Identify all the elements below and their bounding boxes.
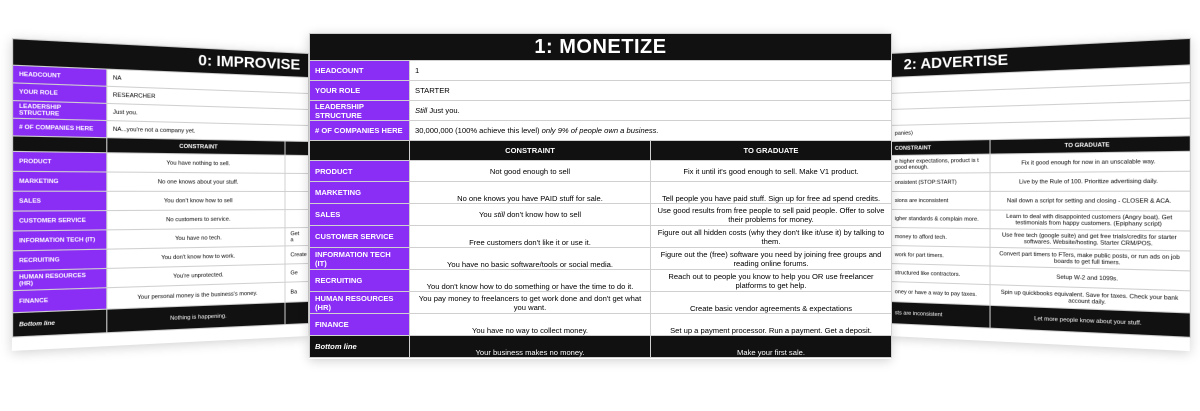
constraint-cell: You still don't know how to sell	[410, 204, 651, 226]
bottom-graduate: Make your first sale.	[651, 336, 892, 358]
row-label: INFORMATION TECH (IT)	[13, 230, 107, 251]
graduate-cell	[285, 191, 308, 209]
constraint-cell: You have no tech.	[107, 228, 285, 249]
header-blank	[285, 141, 308, 155]
bottom-graduate	[285, 301, 308, 324]
monetize-title: 1: MONETIZE	[310, 34, 892, 61]
constraint-cell: sions are inconsistent	[889, 191, 990, 210]
constraint-header: CONSTRAINT	[889, 140, 990, 156]
row-label: CUSTOMER SERVICE	[310, 226, 410, 248]
info-value: Still Just you.	[410, 101, 892, 121]
info-value: NA...you're not a company yet.	[107, 121, 309, 142]
constraint-cell: You don't know how to work.	[107, 246, 285, 269]
improvise-title: 0: IMPROVISE	[13, 39, 309, 78]
constraint-cell: Not good enough to sell	[410, 161, 651, 182]
constraint-cell: oney or have a way to pay taxes.	[889, 282, 990, 306]
graduate-cell	[285, 155, 308, 173]
row-label: HUMAN RESOURCES (HR)	[310, 292, 410, 314]
advertise-table	[889, 38, 1191, 338]
header-blank	[310, 141, 410, 161]
graduate-cell: Reach out to people you know to help you OR use freelancer platforms to get help.	[651, 270, 892, 292]
constraint-cell: No one knows you have PAID stuff for sale.	[410, 182, 651, 204]
row-label: MARKETING	[13, 171, 107, 191]
graduate-cell	[285, 173, 308, 191]
info-value: 1	[410, 61, 892, 81]
graduate-cell: Fix it good enough for now in an unscalable way.	[990, 151, 1190, 172]
row-label: FINANCE	[13, 288, 107, 313]
row-label: INFORMATION TECH (IT)	[310, 248, 410, 270]
bottom-constraint: sts are inconsistent	[889, 302, 990, 329]
constraint-cell: You're unprotected.	[107, 264, 285, 288]
graduate-cell: Fix it until it's good enough to sell. Make V1 product.	[651, 161, 892, 182]
constraint-cell: No customers to service.	[107, 210, 285, 230]
info-value: NA	[107, 69, 309, 93]
advertise-title: 2: ADVERTISE	[889, 38, 1190, 77]
graduate-cell: Figure out all hidden costs (why they don't like it/use it) by talking to them.	[651, 226, 892, 248]
monetize-table	[309, 33, 892, 358]
graduate-cell: Convert part timers to FTers, make public posts, or run ads on job boards to get full timers.	[990, 247, 1190, 271]
graduate-cell: Create	[285, 245, 308, 264]
improvise-table	[12, 38, 309, 338]
info-label: LEADERSHIP STRUCTURE	[13, 101, 107, 121]
constraint-cell: work for part timers.	[889, 246, 990, 266]
graduate-cell: Spin up quickbooks equivalent. Save for taxes. Check your bank account daily.	[990, 285, 1190, 313]
sheet-monetize	[309, 33, 891, 359]
row-label: FINANCE	[310, 314, 410, 336]
info-label: HEADCOUNT	[13, 65, 107, 86]
graduate-cell: Learn to deal with disappointed customers (Angry boat). Get testimonials from happy customers. (Epiphany script)	[990, 210, 1190, 231]
info-label: YOUR ROLE	[310, 81, 410, 101]
graduate-cell: Live by the Rule of 100. Prioritize advertising daily.	[990, 171, 1190, 191]
info-value: STARTER	[410, 81, 892, 101]
row-label: MARKETING	[310, 182, 410, 204]
info-value: Just you.	[107, 103, 309, 125]
bottom-constraint: Nothing is happening.	[107, 302, 285, 332]
row-label: SALES	[13, 191, 107, 211]
constraint-cell: You don't know how to sell	[107, 191, 285, 210]
constraint-header: CONSTRAINT	[107, 138, 285, 155]
header-blank	[13, 136, 107, 153]
info-value: panies)	[889, 118, 1190, 141]
graduate-cell	[285, 209, 308, 227]
graduate-cell: Tell people you have paid stuff. Sign up for free ad spend credits.	[651, 182, 892, 204]
graduate-cell: Create basic vendor agreements & expectations	[651, 292, 892, 314]
constraint-cell: Your personal money is the business's money.	[107, 282, 285, 309]
row-label: SALES	[310, 204, 410, 226]
constraint-cell: e higher expectations, product is t good enough.	[889, 154, 990, 173]
graduate-cell: Figure out the (free) software you need by joining free groups and reading online forums.	[651, 248, 892, 270]
constraint-cell: You have no way to collect money.	[410, 314, 651, 336]
bottom-graduate: Let more people know about your stuff.	[990, 305, 1190, 337]
info-label: YOUR ROLE	[13, 83, 107, 104]
row-label: CUSTOMER SERVICE	[13, 211, 107, 231]
graduate-cell: Ge	[285, 263, 308, 282]
info-value: RESEARCHER	[107, 86, 309, 109]
row-label: PRODUCT	[310, 161, 410, 182]
graduate-cell: Use good results from free people to sell paid people. Offer to solve their problems for money.	[651, 204, 892, 226]
graduate-cell: Setup W-2 and 1099s.	[990, 266, 1190, 291]
graduate-cell: Set up a payment processor. Run a payment. Get a deposit.	[651, 314, 892, 336]
info-value: 30,000,000 (100% achieve this level) only 9% of people own a business.	[410, 121, 892, 141]
graduate-cell: Nail down a script for setting and closing - CLOSER & ACA.	[990, 191, 1190, 211]
row-label: RECRUITING	[13, 249, 107, 271]
graduate-header: TO GRADUATE	[990, 136, 1190, 154]
info-label: # OF COMPANIES HERE	[13, 118, 107, 137]
bottom-constraint: Your business makes no money.	[410, 336, 651, 358]
info-label: # OF COMPANIES HERE	[310, 121, 410, 141]
sheet-improvise	[12, 38, 308, 351]
constraint-cell: You have nothing to sell.	[107, 153, 285, 174]
graduate-header: TO GRADUATE	[651, 141, 892, 161]
bottom-line-label: Bottom line	[310, 336, 410, 358]
constraint-cell: money to afford tech.	[889, 228, 990, 248]
constraint-cell: No one knows about your stuff.	[107, 172, 285, 191]
graduate-cell: Get a	[285, 227, 308, 245]
constraint-cell: igher standards & complain more.	[889, 210, 990, 229]
row-label: PRODUCT	[13, 151, 107, 172]
graduate-cell: Ba	[285, 281, 308, 302]
constraint-cell: structured like contractors.	[889, 264, 990, 285]
sheet-advertise	[889, 38, 1190, 351]
row-label: HUMAN RESOURCES (HR)	[13, 268, 107, 290]
constraint-cell: Free customers don't like it or use it.	[410, 226, 651, 248]
constraint-cell: You pay money to freelancers to get work done and don't get what you want.	[410, 292, 651, 314]
constraint-cell: onsistent (STOP:START)	[889, 173, 990, 192]
info-label: HEADCOUNT	[310, 61, 410, 81]
constraint-cell: You have no basic software/tools or social media.	[410, 248, 651, 270]
row-label: RECRUITING	[310, 270, 410, 292]
bottom-line-label: Bottom line	[13, 309, 107, 337]
info-label: LEADERSHIP STRUCTURE	[310, 101, 410, 121]
constraint-cell: You don't know how to do something or have the time to do it.	[410, 270, 651, 292]
graduate-cell: Use free tech (google suite) and get free trials/credits for starter softwares. Website/hosting. Starter CRM/POS.	[990, 229, 1190, 251]
constraint-header: CONSTRAINT	[410, 141, 651, 161]
